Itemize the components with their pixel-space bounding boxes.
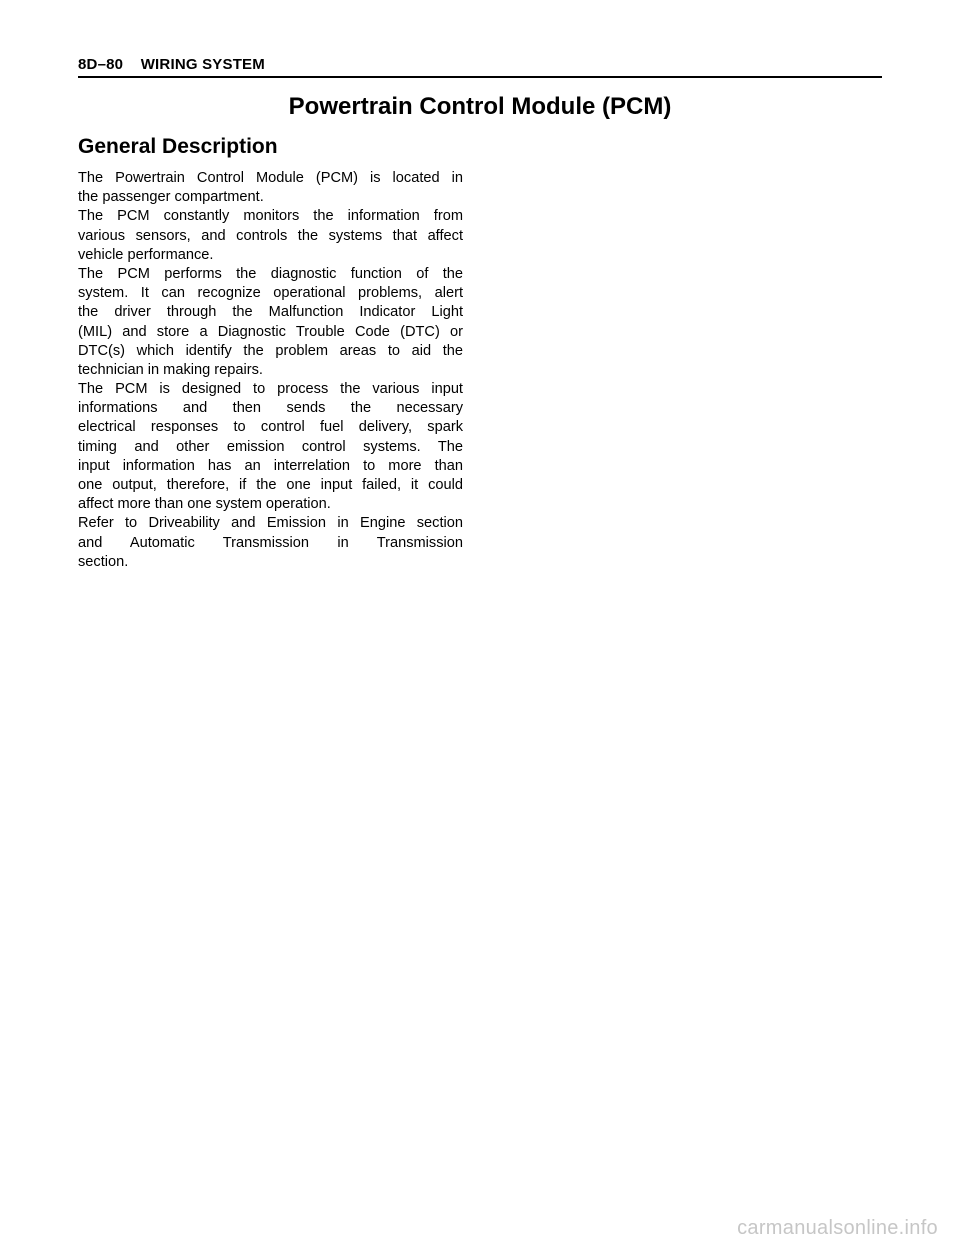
paragraph-line: (MIL) and store a Diagnostic Trouble Code (DTC) or xyxy=(78,323,463,340)
paragraph-line: input information has an interrelation to more than xyxy=(78,457,463,474)
paragraph-line: the driver through the Malfunction Indicator Light xyxy=(78,304,463,321)
body-text xyxy=(78,169,463,572)
paragraph xyxy=(78,207,463,265)
page-title: Powertrain Control Module (PCM) xyxy=(288,93,672,120)
paragraph-line: The PCM performs the diagnostic function of the xyxy=(78,265,463,282)
paragraph-line: Refer to Driveability and Emission in Engine section xyxy=(78,515,463,532)
paragraph-line: system. It can recognize operational problems, alert xyxy=(78,285,463,302)
paragraph-line: one output, therefore, if the one input failed, it could xyxy=(78,477,463,493)
header-page-ref: 8D–80 WIRING SYSTEM xyxy=(78,56,265,73)
paragraph-line: various sensors, and controls the systems that affect xyxy=(78,227,463,244)
paragraph-line: and Automatic Transmission in Transmission xyxy=(78,534,463,551)
watermark: carmanualsonline.info xyxy=(737,1217,938,1239)
paragraph-line: affect more than one system operation. xyxy=(78,496,331,513)
page-header xyxy=(78,56,882,78)
paragraph-line: electrical responses to control fuel delivery, spark xyxy=(78,419,463,436)
paragraph-line: The PCM is designed to process the various input xyxy=(78,381,463,398)
paragraph xyxy=(78,514,463,572)
header-section: WIRING SYSTEM xyxy=(140,56,265,73)
paragraph-line: technician in making repairs. xyxy=(78,361,263,378)
paragraph-line: informations and then sends the necessary xyxy=(78,400,463,417)
paragraph xyxy=(78,169,463,207)
paragraph-line: The Powertrain Control Module (PCM) is located in xyxy=(78,170,463,186)
paragraph-line: DTC(s) which identify the problem areas to aid the xyxy=(78,342,463,359)
paragraph-line: the passenger compartment. xyxy=(78,189,264,206)
paragraph-line: vehicle performance. xyxy=(78,246,214,263)
paragraph-line: timing and other emission control systems. The xyxy=(78,438,463,455)
paragraph-line: section. xyxy=(78,553,129,570)
paragraph xyxy=(78,380,463,514)
section-title: General Description xyxy=(78,135,278,158)
paragraph-line: The PCM constantly monitors the information from xyxy=(78,208,463,225)
paragraph xyxy=(78,265,463,380)
